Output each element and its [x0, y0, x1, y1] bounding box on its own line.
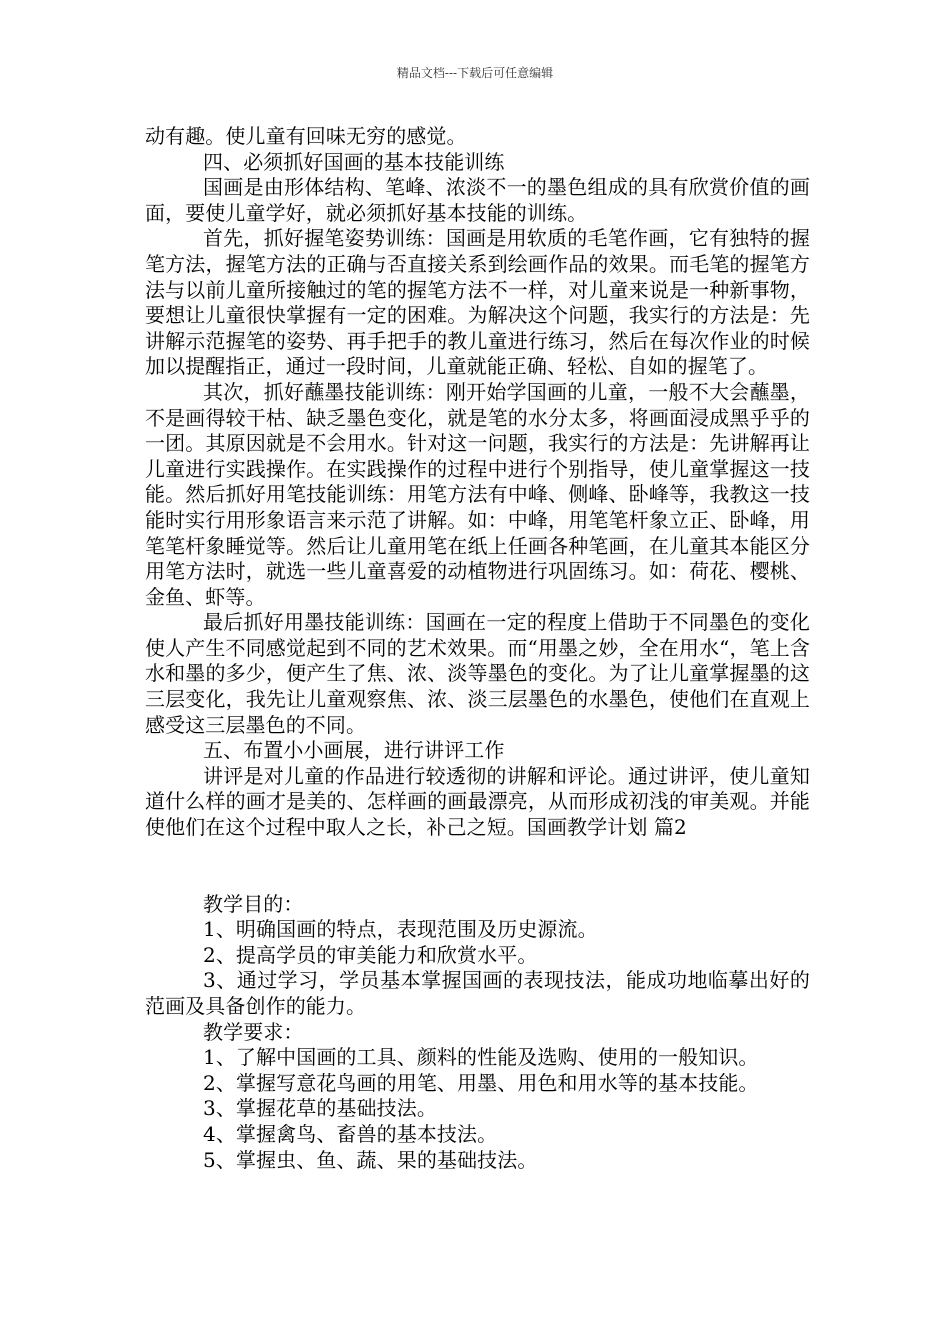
requirement-item: 1、了解中国画的工具、颜料的性能及选购、使用的一般知识。: [203, 1045, 759, 1070]
section-heading-5: 五、布置小小画展，进行讲评工作: [203, 738, 505, 763]
goals-title: 教学目的：: [203, 891, 304, 916]
paragraph-skills-intro: 国画是由形体结构、笔峰、浓淡不一的墨色组成的具有欣赏价值的画面，要使儿童学好，就必须抓好基本技能的训练。: [145, 175, 810, 225]
paragraph-review: 讲评是对儿童的作品进行较透彻的讲解和评论。通过讲评，使儿童知道什么样的画才是美的、怎样画的画最漂亮，从而形成初浅的审美观。并能使他们在这个过程中取人之长，补己之短。国画教学计划 篇2: [145, 763, 810, 840]
page-header: 精品文档---下载后可任意编辑: [396, 66, 554, 80]
paragraph-ink-use: 最后抓好用墨技能训练：国画在一定的程度上借助于不同墨色的变化使人产生不同感觉起到不同的艺术效果。而“用墨之妙，全在用水“，笔上含水和墨的多少，便产生了焦、浓、淡等墨色的变化。为了让儿童掌握墨的这三层变化，我先让儿童观察焦、浓、淡三层墨色的水墨色，使他们在直观上感受这三层墨色的不同。: [145, 610, 810, 737]
section-heading-4: 四、必须抓好国画的基本技能训练: [203, 149, 505, 174]
goal-item: 1、明确国画的特点，表现范围及历史源流。: [203, 917, 598, 942]
section-spacer: [145, 841, 810, 892]
requirements-title: 教学要求：: [203, 1019, 304, 1044]
goal-item: 3、通过学习，学员基本掌握国画的表现技法，能成功地临摹出好的范画及具备创作的能力。: [145, 968, 810, 1018]
goal-item: 2、提高学员的审美能力和欣赏水平。: [203, 942, 538, 967]
paragraph-brush-grip: 首先，抓好握笔姿势训练：国画是用软质的毛笔作画，它有独特的握笔方法，握笔方法的正确与否直接关系到绘画作品的效果。而毛笔的握笔方法与以前儿童所接触过的笔的握笔方法不一样，对儿童来说是一种新事物，要想让儿童很快掌握有一定的困难。为解决这个问题，我实行的方法是：先讲解示范握笔的姿势、再手把手的教儿童进行练习，然后在每次作业的时候加以提醒指正，通过一段时间，儿童就能正确、轻松、自如的握笔了。: [145, 226, 810, 379]
paragraph-continuation: 动有趣。使儿童有回味无穷的感觉。: [145, 124, 467, 148]
requirement-item: 4、掌握禽鸟、畜兽的基本技法。: [203, 1121, 498, 1146]
requirement-item: 3、掌握花草的基础技法。: [203, 1096, 437, 1121]
document-body: [145, 124, 810, 1173]
requirement-item: 5、掌握虫、鱼、蔬、果的基础技法。: [203, 1147, 538, 1172]
requirement-item: 2、掌握写意花鸟画的用笔、用墨、用色和用水等的基本技能。: [203, 1070, 759, 1095]
paragraph-ink-dipping: 其次，抓好蘸墨技能训练：刚开始学国画的儿童，一般不大会蘸墨，不是画得较干枯、缺乏墨色变化，就是笔的水分太多，将画面浸成黑乎乎的一团。其原因就是不会用水。针对这一问题，我实行的方法是：先讲解再让儿童进行实践操作。在实践操作的过程中进行个别指导，使儿童掌握这一技能。然后抓好用笔技能训练：用笔方法有中峰、侧峰、卧峰等，我教这一技能时实行用形象语言来示范了讲解。如：中峰，用笔笔杆象立正、卧峰，用笔笔杆象睡觉等。然后让儿童用笔在纸上任画各种笔画，在儿童其本能区分用笔方法时，就选一些儿童喜爱的动植物进行巩固练习。如：荷花、樱桃、金鱼、虾等。: [145, 379, 810, 609]
